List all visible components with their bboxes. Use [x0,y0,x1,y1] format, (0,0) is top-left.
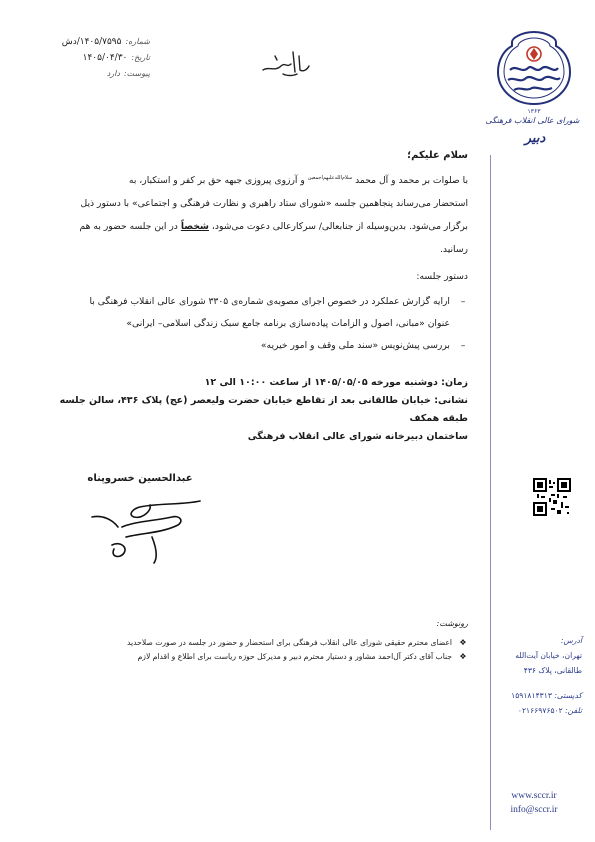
cc-item [38,650,468,664]
letter-number-row [30,34,150,50]
letter-line-1-sup: سلام‌الله‌علیهم‌اجمعین [307,175,353,181]
letter-line-2: استحضار می‌رساند پنجاهمین جلسه «شورای ستاد راهبری و نظارت فرهنگی و اجتماعی» با دستور ذیل [80,198,468,210]
letter-meta [30,34,150,82]
contact-block [487,633,582,718]
letter-date-row [30,50,150,66]
letter-body [38,144,468,261]
phone-value: ۰۲۱۶۶۹۷۶۵۰۲ [517,706,563,715]
cc-list [38,636,468,664]
postal-code-value: ۱۵۹۱۸۱۴۳۱۳ [511,691,552,700]
letter-line-3 [38,215,468,238]
meeting-time: زمان: دوشنبه مورخه ۱۴۰۵/۰۵/۰۵ از ساعت ۱۰:۰۰ الی ۱۲ [204,377,468,388]
letter-attachment-label: پیوست: [123,69,150,78]
letter-greeting: سلام علیکم؛ [407,150,468,161]
handwritten-signature [62,487,212,567]
letter-line-3-emphasis: شخصاً [180,221,209,233]
signer-name: عبدالحسین خسروپناه [87,473,193,484]
meeting-address-2: ساختمان دبیرخانه شورای عالی انقلاب فرهنگی [247,431,468,442]
web-contact [490,789,578,817]
agenda-bullet: – [460,340,466,351]
agenda-bullet: – [460,296,466,307]
postal-code-label: کدپستی: [554,691,582,700]
qr-code [533,478,571,516]
phone-row [487,703,582,718]
agenda-item-1-line-2: عنوان «مبانی، اصول و الزامات پیاده‌سازی برنامه جامع سبک زندگی اسلامی– ایرانی» [126,318,450,329]
letter-number-label: شماره: [125,37,150,46]
website-link[interactable]: www.sccr.ir [511,791,557,801]
letter-attachment-row [30,66,150,82]
letter-line-3b: در این جلسه حضور به هم [79,221,178,233]
agenda-item-1-line-1: ارایه گزارش عملکرد در خصوص اجرای مصوبه‌ی شماره‌ی ۳۳۰۵ شورای عالی انقلاب فرهنگی با [89,296,450,307]
meeting-address-1: نشانی: خیابان طالقانی بعد از تقاطع خیابان حضرت ولیعصر (عج) پلاک ۴۳۶، سالن جلسه طبقه همکف [59,395,468,424]
office-title: دبیر [524,131,546,146]
logo-org-name: شورای عالی انقلاب فرهنگی [485,116,580,125]
agenda-item-continuation [38,313,468,335]
bismillah-calligraphy [255,46,315,80]
agenda-list [38,291,468,357]
right-divider [490,155,491,830]
letter-date-label: تاریخ: [131,53,150,62]
meeting-details [38,374,468,446]
agenda-item-2-line-1: بررسی پیش‌نویس «سند ملی وقف و امور خیریه» [260,340,450,351]
letter-line-3a: برگزار می‌شود. بدین‌وسیله از جنابعالی/ سرکارعالی دعوت می‌شود، [211,221,468,233]
letter-line-4: رسانید. [439,244,468,256]
letter-line-1 [38,167,468,192]
phone-label: تلفن: [565,706,582,715]
address-line-1: تهران، خیابان آیت‌الله [515,651,582,660]
postal-code-row [487,688,582,703]
address-line-2: طالقانی، پلاک ۴۳۶ [523,666,582,675]
logo-year: ۱۳۶۳ [527,108,541,115]
address-label: آدرس: [561,636,582,645]
council-logo [494,28,574,108]
cc-item-1: اعضای محترم حقیقی شورای عالی انقلاب فرهنگی برای استحضار و حضور در جلسه در صورت صلاحدید [127,638,452,647]
cc-item [38,636,468,650]
agenda-item [38,291,468,313]
email-link[interactable]: info@sccr.ir [510,805,558,815]
agenda-item [38,335,468,357]
letter-paragraph [38,167,468,261]
cc-item-2: جناب آقای دکتر آل‌احمد مشاور و دستیار محترم دبیر و مدیرکل حوزه ریاست برای اطلاع و اقدام لازم [137,652,452,661]
letter-attachment-value: دارد [106,69,120,78]
cc-bullet: ❖ [459,652,467,661]
letter-date-value: ۱۴۰۵/۰۴/۳۰ [82,53,128,63]
letter-number-value: ۱۴۰۵/۷۵۹۵/دش [61,37,122,47]
letter-line-1a: با صلوات بر محمد و آل محمد [355,175,468,187]
cc-heading: رونوشت: [436,619,468,628]
letter-line-1b: و آرزوی پیروزی جبهه حق بر کفر و استکبار، به [128,175,305,187]
cc-bullet: ❖ [459,638,467,647]
agenda-heading: دستور جلسه: [416,271,468,282]
